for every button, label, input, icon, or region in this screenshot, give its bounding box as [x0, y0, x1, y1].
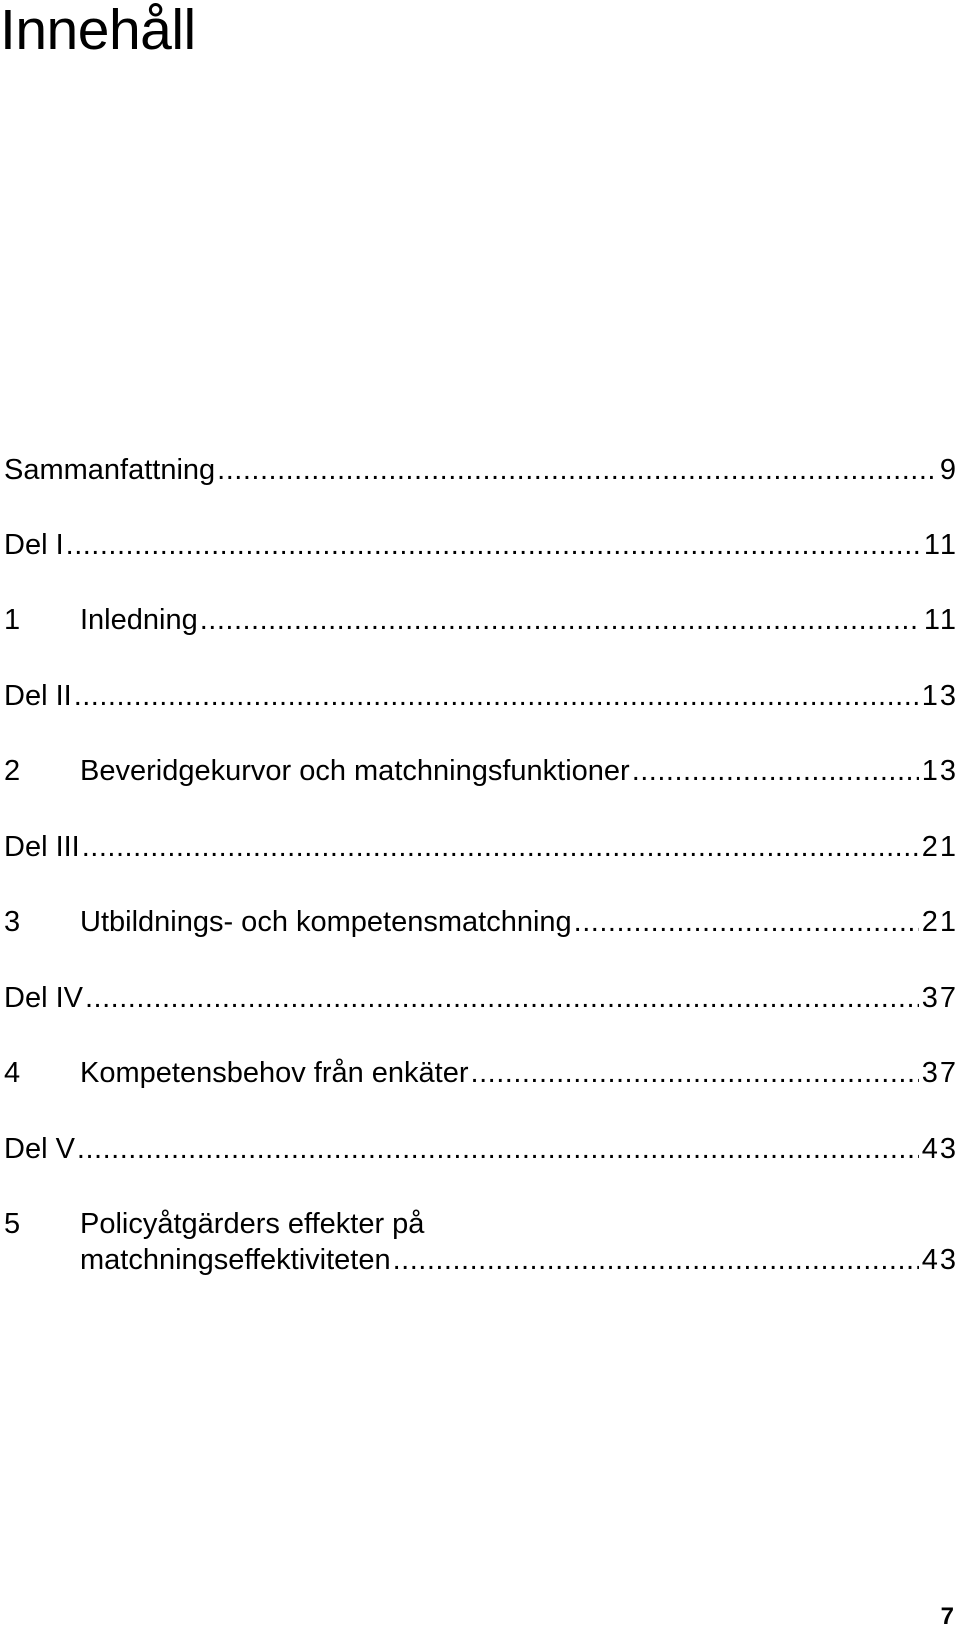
- toc-leader-dots: [74, 678, 919, 714]
- toc-entry-del-i[interactable]: [0, 527, 956, 563]
- toc-entry-page: 21: [921, 831, 958, 863]
- page-number: 7: [940, 1603, 954, 1630]
- toc-entry-title: Del I: [4, 529, 64, 561]
- toc-leader-dots: [217, 452, 937, 488]
- toc-entry-title: Del II: [4, 680, 72, 712]
- toc-leader-dots: [393, 1242, 919, 1278]
- toc-entry-page: 21: [921, 906, 958, 938]
- toc-entry-inledning[interactable]: [0, 602, 956, 638]
- toc-entry-kompetensbehov[interactable]: [0, 1055, 956, 1091]
- toc-leader-dots: [574, 904, 919, 940]
- toc-leader-dots: [85, 980, 919, 1016]
- toc-entry-number: 3: [4, 906, 21, 938]
- toc-entry-title: Kompetensbehov från enkäter: [80, 1057, 469, 1089]
- toc-entry-title: Del III: [4, 831, 80, 863]
- toc-entry-beveridgekurvor[interactable]: [0, 753, 956, 789]
- toc-entry-title: Del V: [4, 1133, 75, 1165]
- toc-leader-dots: [82, 829, 919, 865]
- toc-entry-page: 13: [921, 755, 958, 787]
- toc-entry-title: Del IV: [4, 982, 83, 1014]
- toc-leader-dots: [200, 602, 921, 638]
- toc-entry-sammanfattning[interactable]: [0, 452, 956, 488]
- toc-entry-title: Inledning: [80, 604, 198, 636]
- toc-entry-title: Utbildnings- och kompetensmatchning: [80, 906, 572, 938]
- toc-entry-page: 11: [923, 604, 958, 636]
- toc-entry-title-line1: Policyåtgärders effekter på: [80, 1208, 425, 1240]
- page-title: Innehåll: [0, 0, 196, 62]
- toc-entry-policyatgarders[interactable]: [0, 1206, 956, 1278]
- toc-leader-dots: [66, 527, 921, 563]
- toc-entry-del-iii[interactable]: [0, 829, 956, 865]
- toc-entry-title: Beveridgekurvor och matchningsfunktioner: [80, 755, 630, 787]
- toc-entry-number: 1: [4, 604, 21, 636]
- toc-entry-page: 9: [939, 454, 958, 486]
- toc-leader-dots: [632, 753, 919, 789]
- toc-entry-page: 37: [921, 982, 958, 1014]
- toc-entry-del-v[interactable]: [0, 1131, 956, 1167]
- toc-entry-page: 11: [923, 529, 958, 561]
- toc-entry-del-iv[interactable]: [0, 980, 956, 1016]
- toc-entry-utbildnings[interactable]: [0, 904, 956, 940]
- toc-entry-page: 37: [921, 1057, 958, 1089]
- toc-entry-number: 2: [4, 755, 21, 787]
- toc-entry-number: 4: [4, 1057, 21, 1089]
- toc-leader-dots: [77, 1131, 919, 1167]
- toc-entry-page: 43: [921, 1244, 958, 1276]
- toc-entry-title: Sammanfattning: [4, 454, 216, 486]
- toc-entry-page: 43: [921, 1133, 958, 1165]
- toc-entry-del-ii[interactable]: [0, 678, 956, 714]
- toc-leader-dots: [471, 1055, 919, 1091]
- toc-entry-page: 13: [921, 680, 958, 712]
- toc-entry-title-line2: matchningseffektiviteten: [80, 1244, 391, 1276]
- toc-entry-number: 5: [4, 1208, 21, 1240]
